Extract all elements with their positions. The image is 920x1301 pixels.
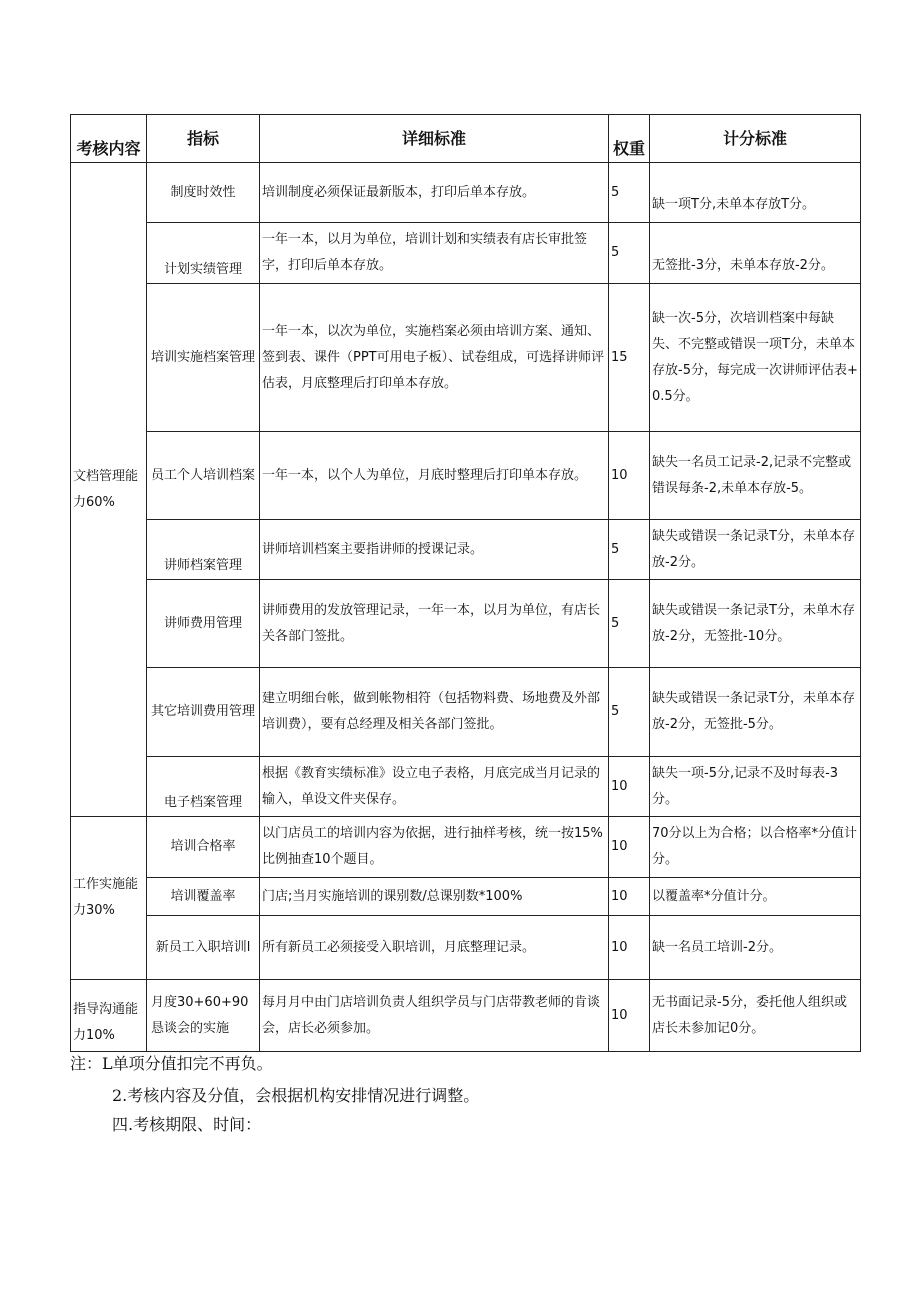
header-category: 考核内容 bbox=[71, 115, 147, 163]
table-row bbox=[71, 284, 861, 432]
detail-cell: 培训制度必须保证最新版本，打印后单本存放。 bbox=[260, 163, 609, 223]
detail-cell: 以门店员工的培训内容为依据，进行抽样考核，统一按15%比例抽查10个题目。 bbox=[260, 817, 609, 878]
table-row bbox=[71, 878, 861, 916]
table-row bbox=[71, 916, 861, 980]
scoring-cell: 70分以上为合格；以合格率*分值计分。 bbox=[650, 817, 861, 878]
detail-cell: 讲师培训档案主要指讲师的授课记录。 bbox=[260, 520, 609, 580]
scoring-cell: 无签批-3分，未单本存放-2分。 bbox=[650, 223, 861, 284]
category-cell: 文档管理能力60% bbox=[71, 163, 147, 817]
indicator-cell: 制度时效性 bbox=[147, 163, 260, 223]
detail-cell: 门店;当月实施培训的课别数/总课别数*100% bbox=[260, 878, 609, 916]
scoring-cell: 缺一名员工培训-2分。 bbox=[650, 916, 861, 980]
weight-cell: 5 bbox=[609, 668, 650, 757]
detail-cell: 一年一本，以个人为单位，月底时整理后打印单本存放。 bbox=[260, 432, 609, 520]
assessment-table bbox=[70, 114, 861, 1052]
weight-cell: 15 bbox=[609, 284, 650, 432]
table-row bbox=[71, 817, 861, 878]
header-indicator: 指标 bbox=[147, 115, 260, 163]
weight-cell: 10 bbox=[609, 757, 650, 817]
scoring-cell: 以覆盖率*分值计分。 bbox=[650, 878, 861, 916]
weight-cell: 10 bbox=[609, 916, 650, 980]
notes-block bbox=[70, 1048, 479, 1112]
detail-cell: 根据《教育实绩标准》设立电子表格，月底完成当月记录的输入，单设文件夹保存。 bbox=[260, 757, 609, 817]
detail-cell: 讲师费用的发放管理记录，一年一本，以月为单位，有店长关各部门签批。 bbox=[260, 580, 609, 668]
scoring-cell: 缺失或错误一条记录T分，未单木存放-2分，无签批-10分。 bbox=[650, 580, 861, 668]
weight-cell: 10 bbox=[609, 817, 650, 878]
header-weight: 权重 bbox=[609, 115, 650, 163]
detail-cell: 一年一本，以次为单位，实施档案必须由培训方案、通知、签到表、课件（PPT可用电子板）、试卷组成，可选择讲师评估表，月底整理后打印单本存放。 bbox=[260, 284, 609, 432]
scoring-cell: 无书面记录-5分，委托他人组织或店长未参加记0分。 bbox=[650, 980, 861, 1052]
category-cell: 指导沟通能力10% bbox=[71, 980, 147, 1052]
indicator-cell: 计划实绩管理 bbox=[147, 223, 260, 284]
table-row bbox=[71, 757, 861, 817]
weight-cell: 5 bbox=[609, 580, 650, 668]
weight-cell: 10 bbox=[609, 878, 650, 916]
indicator-cell: 培训覆盖率 bbox=[147, 878, 260, 916]
scoring-cell: 缺失一名员工记录-2,记录不完整或错误每条-2,未单本存放-5。 bbox=[650, 432, 861, 520]
header-row bbox=[71, 115, 861, 163]
table-row bbox=[71, 163, 861, 223]
category-cell: 工作实施能力30% bbox=[71, 817, 147, 980]
indicator-cell: 月度30+60+90恳谈会的实施 bbox=[147, 980, 260, 1052]
indicator-cell: 讲师费用管理 bbox=[147, 580, 260, 668]
indicator-cell: 新员工入职培训l bbox=[147, 916, 260, 980]
scoring-cell: 缺一次-5分，次培训档案中每缺失、不完整或错误一项T分，未单本存放-5分，每完成一次讲师评估表+0.5分。 bbox=[650, 284, 861, 432]
scoring-cell: 缺一项T分,未单本存放T分。 bbox=[650, 163, 861, 223]
note-1: 注：L单项分值扣完不再负。 bbox=[70, 1054, 273, 1073]
indicator-cell: 电子档案管理 bbox=[147, 757, 260, 817]
weight-cell: 10 bbox=[609, 432, 650, 520]
table-row bbox=[71, 580, 861, 668]
detail-cell: 所有新员工必须接受入职培训，月底整理记录。 bbox=[260, 916, 609, 980]
table-row bbox=[71, 980, 861, 1052]
indicator-cell: 培训实施档案管理 bbox=[147, 284, 260, 432]
section-heading: 四.考核期限、时间： bbox=[112, 1115, 262, 1134]
header-detail: 详细标准 bbox=[260, 115, 609, 163]
scoring-cell: 缺失或错误一条记录T分，未单本存放-2分。 bbox=[650, 520, 861, 580]
table-row bbox=[71, 223, 861, 284]
table-row bbox=[71, 432, 861, 520]
table-row bbox=[71, 520, 861, 580]
detail-cell: 建立明细台帐，做到帐物相符（包括物料费、场地费及外部培训费），要有总经理及相关各部门签批。 bbox=[260, 668, 609, 757]
weight-cell: 5 bbox=[609, 520, 650, 580]
header-scoring: 计分标准 bbox=[650, 115, 861, 163]
indicator-cell: 讲师档案管理 bbox=[147, 520, 260, 580]
weight-cell: 5 bbox=[609, 163, 650, 223]
indicator-cell: 培训合格率 bbox=[147, 817, 260, 878]
scoring-cell: 缺失一项-5分,记录不及时每表-3分。 bbox=[650, 757, 861, 817]
detail-cell: 一年一本，以月为单位，培训计划和实绩表有店长审批签字，打印后单本存放。 bbox=[260, 223, 609, 284]
weight-cell: 5 bbox=[609, 223, 650, 284]
weight-cell: 10 bbox=[609, 980, 650, 1052]
scoring-cell: 缺失或错误一条记录T分，未单本存放-2分，无签批-5分。 bbox=[650, 668, 861, 757]
indicator-cell: 员工个人培训档案 bbox=[147, 432, 260, 520]
indicator-cell: 其它培训费用管理 bbox=[147, 668, 260, 757]
note-2: 2.考核内容及分值，会根据机构安排情况进行调整。 bbox=[112, 1086, 480, 1105]
detail-cell: 每月月中由门店培训负责人组织学员与门店带教老师的肯谈会，店长必须参加。 bbox=[260, 980, 609, 1052]
table-row bbox=[71, 668, 861, 757]
